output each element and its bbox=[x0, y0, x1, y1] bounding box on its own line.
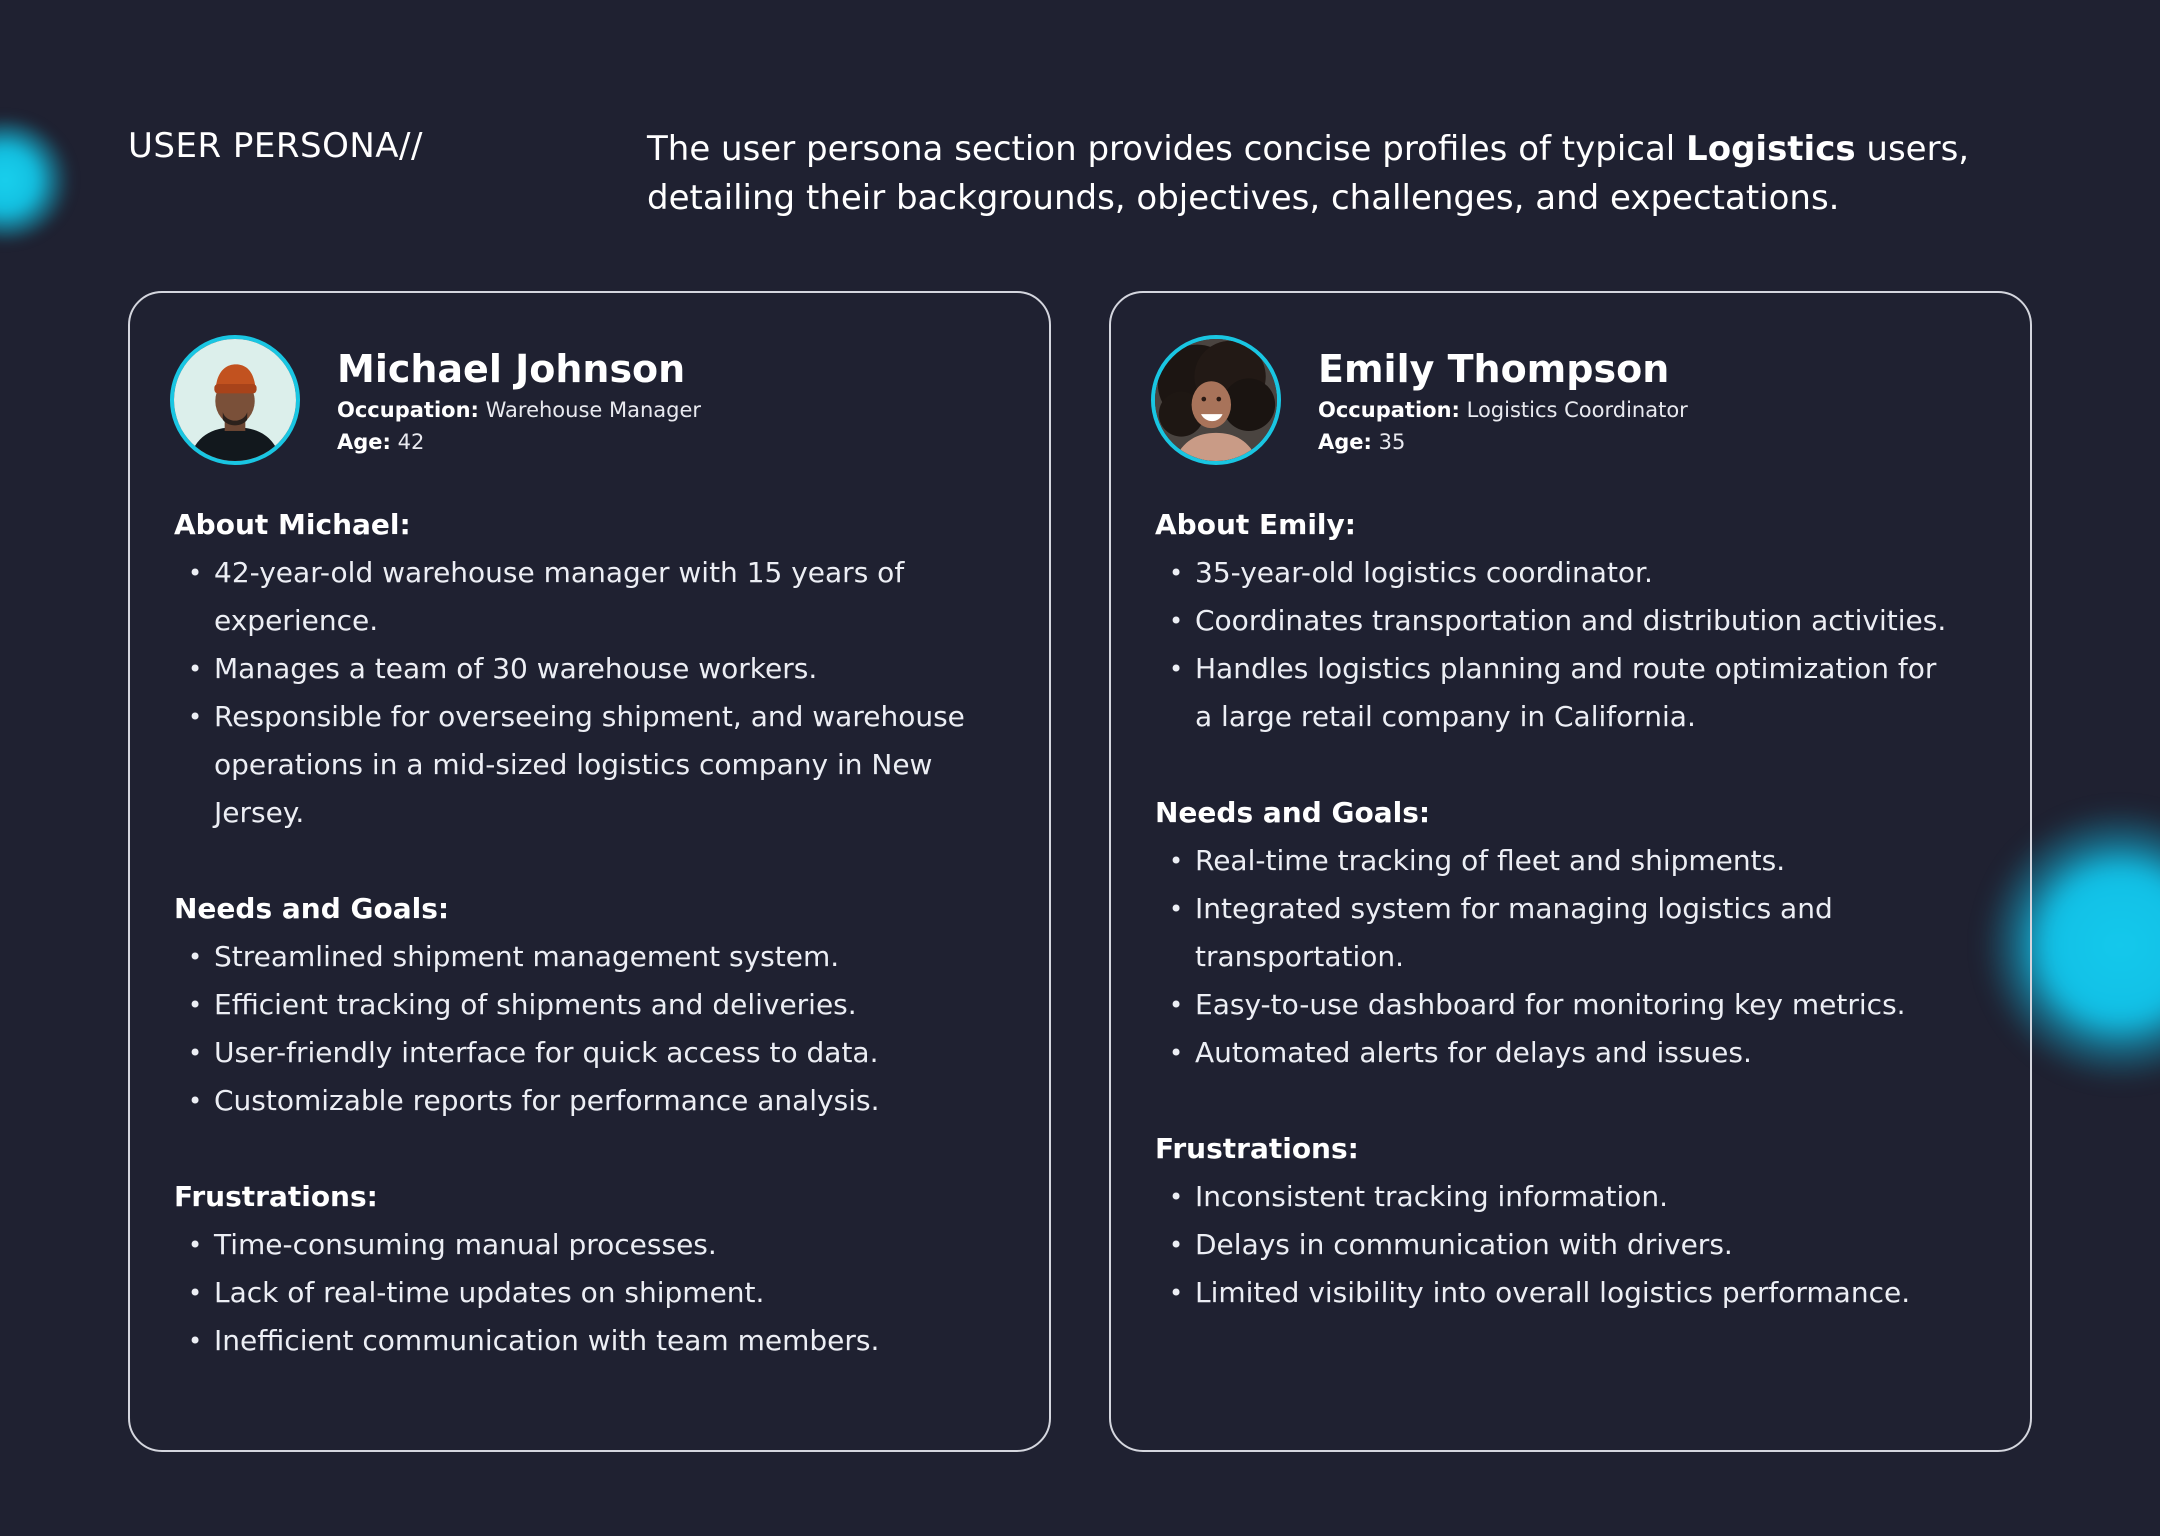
list-item: • Inefficient communication with team members. bbox=[174, 1317, 974, 1365]
persona-age bbox=[337, 430, 424, 454]
decorative-glow-left bbox=[0, 120, 70, 240]
list-item: • Handles logistics planning and route optimization for a large retail company in California. bbox=[1155, 645, 1955, 741]
list-item: • Responsible for overseeing shipment, and warehouse operations in a mid-sized logistics company in New Jersey. bbox=[174, 693, 974, 837]
list-item: • 42-year-old warehouse manager with 15 years of experience. bbox=[174, 549, 974, 645]
age-label: Age: bbox=[1318, 430, 1372, 454]
age-value: 42 bbox=[397, 430, 425, 454]
persona-card-emily bbox=[1109, 291, 2032, 1452]
needs-title: Needs and Goals: bbox=[1155, 796, 1431, 829]
intro-text-end: users, detailing their backgrounds, objectives, challenges, and expectations. bbox=[647, 129, 1970, 218]
list-item: • Coordinates transportation and distribution activities. bbox=[1155, 597, 1955, 645]
list-item: • Time-consuming manual processes. bbox=[174, 1221, 974, 1269]
about-title: About Emily: bbox=[1155, 508, 1356, 541]
frustrations-title: Frustrations: bbox=[174, 1180, 378, 1213]
needs-section bbox=[1155, 789, 1955, 1077]
list-item: • Streamlined shipment management system. bbox=[174, 933, 974, 981]
list-item: • Real-time tracking of fleet and shipments. bbox=[1155, 837, 1955, 885]
about-title: About Michael: bbox=[174, 508, 411, 541]
age-label: Age: bbox=[337, 430, 391, 454]
persona-details bbox=[1155, 501, 1955, 1365]
needs-list bbox=[174, 933, 974, 1125]
section-eyebrow: USER PERSONA// bbox=[128, 126, 423, 166]
about-section bbox=[174, 501, 974, 837]
occupation-value: Logistics Coordinator bbox=[1466, 398, 1688, 422]
occupation-value: Warehouse Manager bbox=[485, 398, 702, 422]
intro-text-start: The user persona section provides concise profiles of typical bbox=[647, 129, 1687, 169]
persona-occupation bbox=[337, 398, 701, 422]
list-item: • User-friendly interface for quick access to data. bbox=[174, 1029, 974, 1077]
avatar bbox=[1151, 335, 1281, 465]
list-item: • 35-year-old logistics coordinator. bbox=[1155, 549, 1955, 597]
about-list bbox=[174, 549, 974, 837]
avatar bbox=[170, 335, 300, 465]
list-item: • Automated alerts for delays and issues. bbox=[1155, 1029, 1955, 1077]
list-item: • Limited visibility into overall logistics performance. bbox=[1155, 1269, 1955, 1317]
needs-section bbox=[174, 885, 974, 1125]
persona-age bbox=[1318, 430, 1405, 454]
frustrations-list bbox=[174, 1221, 974, 1365]
persona-occupation bbox=[1318, 398, 1688, 422]
list-item: • Integrated system for managing logistics and transportation. bbox=[1155, 885, 1955, 981]
frustrations-list bbox=[1155, 1173, 1955, 1317]
persona-card-michael bbox=[128, 291, 1051, 1452]
frustrations-title: Frustrations: bbox=[1155, 1132, 1359, 1165]
list-item: • Lack of real-time updates on shipment. bbox=[174, 1269, 974, 1317]
needs-list bbox=[1155, 837, 1955, 1077]
needs-title: Needs and Goals: bbox=[174, 892, 450, 925]
occupation-label: Occupation: bbox=[1318, 398, 1460, 422]
frustrations-section bbox=[174, 1173, 974, 1365]
list-item: • Delays in communication with drivers. bbox=[1155, 1221, 1955, 1269]
persona-details bbox=[174, 501, 974, 1413]
frustrations-section bbox=[1155, 1125, 1955, 1317]
section-intro bbox=[647, 125, 1977, 223]
persona-name: Michael Johnson bbox=[337, 347, 686, 391]
list-item: • Inconsistent tracking information. bbox=[1155, 1173, 1955, 1221]
list-item: • Easy-to-use dashboard for monitoring key metrics. bbox=[1155, 981, 1955, 1029]
occupation-label: Occupation: bbox=[337, 398, 479, 422]
about-list bbox=[1155, 549, 1955, 741]
list-item: • Customizable reports for performance analysis. bbox=[174, 1077, 974, 1125]
list-item: • Efficient tracking of shipments and deliveries. bbox=[174, 981, 974, 1029]
age-value: 35 bbox=[1378, 430, 1406, 454]
intro-highlight: Logistics bbox=[1686, 129, 1856, 169]
avatar-photo-emily bbox=[1155, 339, 1277, 461]
list-item: • Manages a team of 30 warehouse workers. bbox=[174, 645, 974, 693]
persona-name: Emily Thompson bbox=[1318, 347, 1670, 391]
avatar-photo-michael bbox=[174, 339, 296, 461]
about-section bbox=[1155, 501, 1955, 741]
